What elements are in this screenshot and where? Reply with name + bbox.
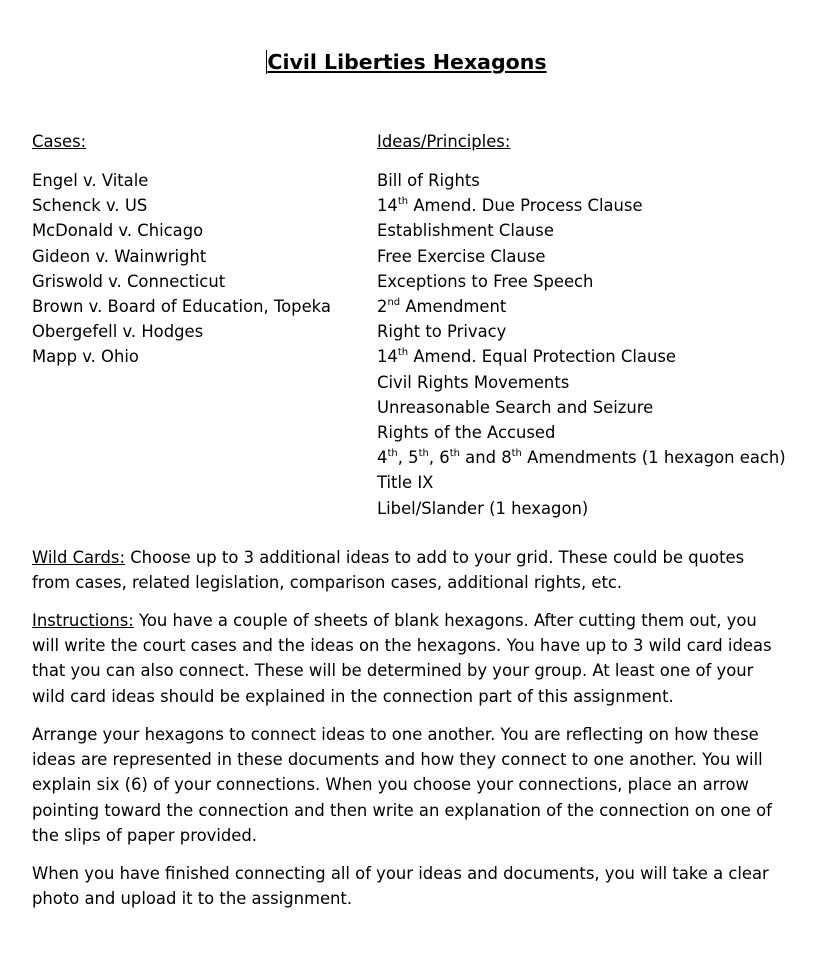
idea-item: Bill of Rights bbox=[377, 171, 480, 190]
case-item: McDonald v. Chicago bbox=[32, 221, 204, 241]
idea-item: 14th Amend. Equal Protection Clause bbox=[377, 346, 676, 367]
idea-item: 14th Amend. Due Process Clause bbox=[377, 195, 643, 216]
ideas-column bbox=[377, 129, 797, 521]
idea-item: Establishment Clause bbox=[377, 221, 554, 241]
idea-item: Right to Privacy bbox=[377, 322, 507, 342]
ideas-heading: Ideas/Principles: bbox=[377, 132, 511, 151]
idea-item: Exceptions to Free Speech bbox=[377, 271, 594, 291]
wild-cards-label: Wild Cards: bbox=[32, 548, 125, 567]
idea-item: 2nd Amendment bbox=[377, 296, 507, 317]
idea-item: Rights of the Accused bbox=[377, 423, 556, 443]
wild-cards-paragraph: Wild Cards: Choose up to 3 additional ideas to add to your grid. These could be quotes from cases, related legislation, comparison cases, additional rights, etc. bbox=[32, 548, 745, 593]
case-item: Gideon v. Wainwright bbox=[32, 246, 207, 266]
idea-item: Free Exercise Clause bbox=[377, 246, 546, 266]
case-item: Schenck v. US bbox=[32, 196, 148, 216]
finish-paragraph: When you have finished connecting all of your ideas and documents, you will take a clear photo and upload it to the assignment. bbox=[32, 864, 769, 909]
case-item: Mapp v. Ohio bbox=[32, 347, 139, 367]
instructions-paragraph: Instructions: You have a couple of sheets of blank hexagons. After cutting them out, you will write the court cases and the ideas on the hexagons. You have up to 3 wild card ideas that you can also connect. These will be determined by your group. At least one of your wild card ideas should be explained in the connection part of this assignment. bbox=[32, 611, 772, 706]
idea-item: 4th, 5th, 6th and 8th Amendments (1 hexagon each) bbox=[377, 447, 786, 468]
cases-heading: Cases: bbox=[32, 132, 87, 151]
idea-item: Libel/Slander (1 hexagon) bbox=[377, 498, 589, 518]
arrange-paragraph: Arrange your hexagons to connect ideas to one another. You are reflecting on how these ideas are represented in these documents and how they connect to one another. You will explain six (6) of your connections. When you choose your connections, place an arrow pointing toward the connection and then write an explanation of the connection on one of the slips of paper provided. bbox=[32, 725, 772, 845]
case-item: Obergefell v. Hodges bbox=[32, 322, 204, 342]
cases-column bbox=[32, 129, 362, 370]
case-item: Brown v. Board of Education, Topeka bbox=[32, 297, 331, 317]
case-item: Engel v. Vitale bbox=[32, 171, 149, 190]
idea-item: Title IX bbox=[377, 473, 434, 493]
idea-item: Unreasonable Search and Seizure bbox=[377, 397, 654, 417]
idea-item: Civil Rights Movements bbox=[377, 372, 570, 392]
page-title: Civil Liberties Hexagons bbox=[267, 50, 547, 74]
instructions-label: Instructions: bbox=[32, 611, 134, 630]
case-item: Griswold v. Connecticut bbox=[32, 271, 226, 291]
